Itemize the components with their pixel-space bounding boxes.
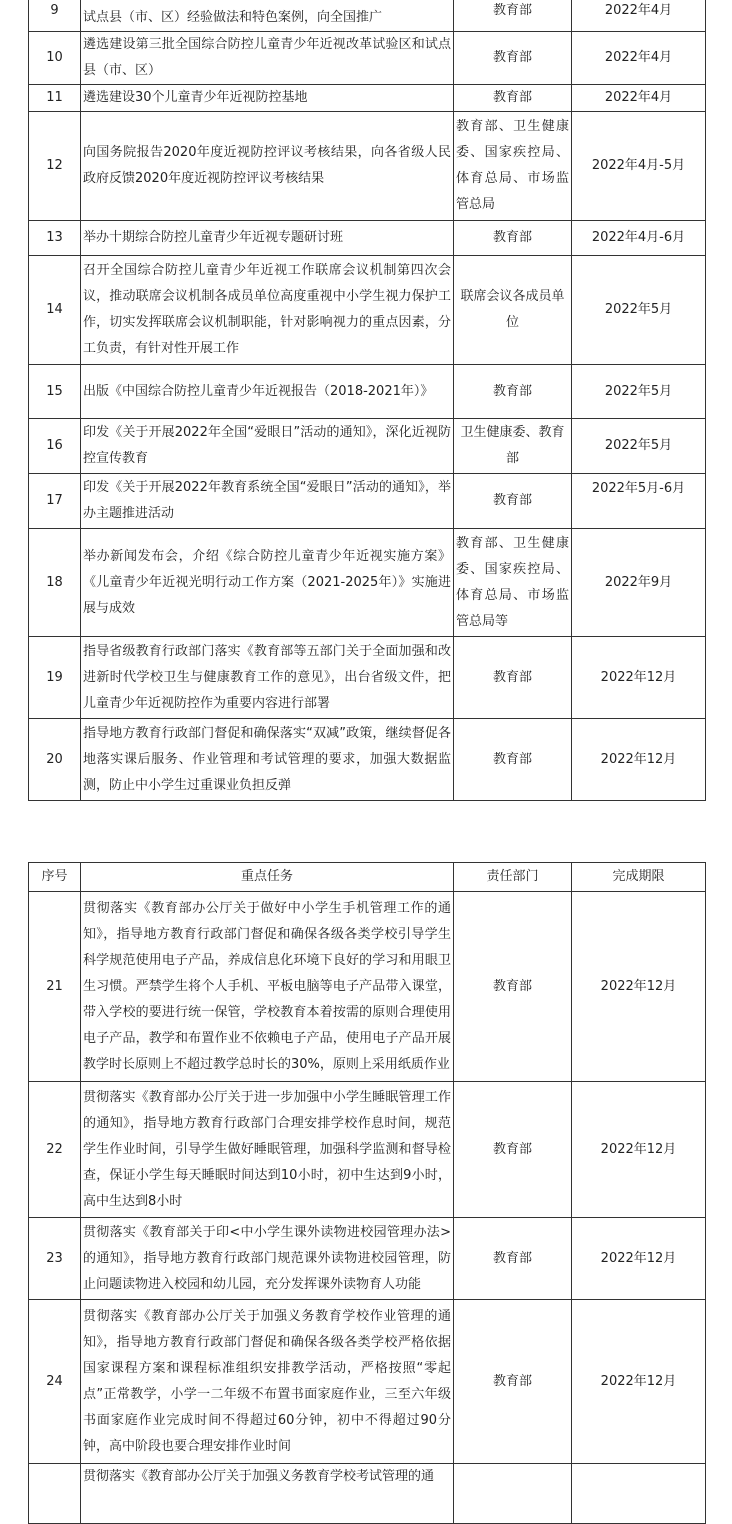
department-cell: 教育部 bbox=[454, 1300, 572, 1464]
header-department: 责任部门 bbox=[454, 863, 572, 892]
table-row bbox=[29, 719, 706, 801]
department-cell: 联席会议各成员单位 bbox=[454, 256, 572, 365]
row-number: 17 bbox=[29, 474, 81, 529]
row-number: 13 bbox=[29, 221, 81, 256]
department-cell: 教育部 bbox=[454, 719, 572, 801]
table-row bbox=[29, 529, 706, 637]
deadline-cell: 2022年5月-6月 bbox=[572, 474, 706, 529]
table-row bbox=[29, 221, 706, 256]
row-number bbox=[29, 1464, 81, 1524]
department-cell: 教育部 bbox=[454, 1218, 572, 1300]
row-number: 20 bbox=[29, 719, 81, 801]
header-deadline: 完成期限 bbox=[572, 863, 706, 892]
task-text: 向国务院报告2020年度近视防控评议考核结果，向各省级人民政府反馈2020年度近视防控评议考核结果 bbox=[81, 112, 454, 221]
deadline-cell bbox=[572, 1464, 706, 1524]
table-row bbox=[29, 892, 706, 1082]
table-row bbox=[29, 1218, 706, 1300]
task-text: 试点县（市、区）经验做法和特色案例，向全国推广 bbox=[83, 10, 383, 25]
table-row bbox=[29, 419, 706, 474]
deadline-cell: 2022年12月 bbox=[572, 1218, 706, 1300]
table-row bbox=[29, 637, 706, 719]
table-row bbox=[29, 0, 706, 32]
deadline-cell: 2022年12月 bbox=[572, 719, 706, 801]
row-number: 21 bbox=[29, 892, 81, 1082]
deadline-cell: 2022年5月 bbox=[572, 365, 706, 419]
table-row bbox=[29, 32, 706, 85]
task-text: 出版《中国综合防控儿童青少年近视报告（2018-2021年）》 bbox=[81, 365, 454, 419]
task-text: 印发《关于开展2022年教育系统全国“爱眼日”活动的通知》，举办主题推进活动 bbox=[81, 474, 454, 529]
table-row bbox=[29, 256, 706, 365]
task-text: 贯彻落实《教育部办公厅关于做好中小学生手机管理工作的通知》，指导地方教育行政部门督促和确保各级各类学校引导学生科学规范使用电子产品，养成信息化环境下良好的学习和用眼卫生习惯。严禁学生将个人手机、平板电脑等电子产品带入课堂，带入学校的要进行统一保管，学校教育本着按需的原则合理使用电子产品，教学和布置作业不依赖电子产品，使用电子产品开展教学时长原则上不超过教学总时长的30%，原则上采用纸质作业 bbox=[81, 892, 454, 1082]
row-number: 24 bbox=[29, 1300, 81, 1464]
department-cell: 卫生健康委、教育部 bbox=[454, 419, 572, 474]
row-number: 11 bbox=[29, 85, 81, 112]
row-number: 23 bbox=[29, 1218, 81, 1300]
task-text: 举办十期综合防控儿童青少年近视专题研讨班 bbox=[81, 221, 454, 256]
department-cell: 教育部 bbox=[454, 365, 572, 419]
deadline-cell: 2022年12月 bbox=[572, 1300, 706, 1464]
task-text: 遴选建设30个儿童青少年近视防控基地 bbox=[81, 85, 454, 112]
department-cell: 教育部 bbox=[454, 0, 572, 32]
deadline-cell: 2022年4月-6月 bbox=[572, 221, 706, 256]
row-number: 14 bbox=[29, 256, 81, 365]
task-text: 贯彻落实《教育部关于印<中小学生课外读物进校园管理办法>的通知》，指导地方教育行政部门规范课外读物进校园管理，防止问题读物进入校园和幼儿园，充分发挥课外读物育人功能 bbox=[81, 1218, 454, 1300]
row-number: 19 bbox=[29, 637, 81, 719]
department-cell: 教育部 bbox=[454, 474, 572, 529]
row-number: 12 bbox=[29, 112, 81, 221]
deadline-cell: 2022年4月-5月 bbox=[572, 112, 706, 221]
header-task: 重点任务 bbox=[81, 863, 454, 892]
department-cell: 教育部 bbox=[454, 32, 572, 85]
row-number: 9 bbox=[29, 0, 81, 32]
deadline-cell: 2022年4月 bbox=[572, 0, 706, 32]
table-row bbox=[29, 112, 706, 221]
department-cell: 教育部、卫生健康委、国家疾控局、体育总局、市场监管总局等 bbox=[454, 529, 572, 637]
task-text: 印发《关于开展2022年全国“爱眼日”活动的通知》，深化近视防控宣传教育 bbox=[81, 419, 454, 474]
row-number: 16 bbox=[29, 419, 81, 474]
task-text: 遴选建设第三批全国综合防控儿童青少年近视改革试验区和试点县（市、区） bbox=[81, 32, 454, 85]
row-number: 10 bbox=[29, 32, 81, 85]
task-table-part-2 bbox=[28, 862, 706, 1524]
deadline-cell: 2022年5月 bbox=[572, 256, 706, 365]
department-cell: 教育部 bbox=[454, 221, 572, 256]
table-row bbox=[29, 1464, 706, 1524]
task-text: 指导地方教育行政部门督促和确保落实“双减”政策，继续督促各地落实课后服务、作业管理和考试管理的要求，加强大数据监测，防止中小学生过重课业负担反弹 bbox=[81, 719, 454, 801]
task-text: 召开全国综合防控儿童青少年近视工作联席会议机制第四次会议，推动联席会议机制各成员单位高度重视中小学生视力保护工作，切实发挥联席会议机制职能，针对影响视力的重点因素，分工负责，有针对性开展工作 bbox=[81, 256, 454, 365]
task-text: 举办新闻发布会，介绍《综合防控儿童青少年近视实施方案》《儿童青少年近视光明行动工作方案（2021-2025年）》实施进展与成效 bbox=[81, 529, 454, 637]
deadline-cell: 2022年5月 bbox=[572, 419, 706, 474]
table-row bbox=[29, 1082, 706, 1218]
task-text: 贯彻落实《教育部办公厅关于加强义务教育学校考试管理的通 bbox=[81, 1464, 454, 1524]
task-text: 指导省级教育行政部门落实《教育部等五部门关于全面加强和改进新时代学校卫生与健康教育工作的意见》，出台省级文件，把儿童青少年近视防控作为重要内容进行部署 bbox=[81, 637, 454, 719]
task-cell bbox=[81, 0, 454, 32]
table-row bbox=[29, 85, 706, 112]
department-cell bbox=[454, 1464, 572, 1524]
table-row bbox=[29, 1300, 706, 1464]
department-cell: 教育部 bbox=[454, 85, 572, 112]
table-header-row bbox=[29, 863, 706, 892]
task-table-part-1 bbox=[28, 0, 706, 801]
deadline-cell: 2022年12月 bbox=[572, 637, 706, 719]
task-text: 贯彻落实《教育部办公厅关于进一步加强中小学生睡眠管理工作的通知》，指导地方教育行政部门合理安排学校作息时间，规范学生作业时间，引导学生做好睡眠管理，加强科学监测和督导检查，保证小学生每天睡眠时间达到10小时，初中生达到9小时，高中生达到8小时 bbox=[81, 1082, 454, 1218]
row-number: 15 bbox=[29, 365, 81, 419]
task-text: 贯彻落实《教育部办公厅关于加强义务教育学校作业管理的通知》，指导地方教育行政部门督促和确保各级各类学校严格依据国家课程方案和课程标准组织安排教学活动，严格按照“零起点”正常教学，小学一二年级不布置书面家庭作业，三至六年级书面家庭作业完成时间不得超过60分钟，初中不得超过90分钟，高中阶段也要合理安排作业时间 bbox=[81, 1300, 454, 1464]
department-cell: 教育部 bbox=[454, 892, 572, 1082]
department-cell: 教育部、卫生健康委、国家疾控局、体育总局、市场监管总局 bbox=[454, 112, 572, 221]
header-number: 序号 bbox=[29, 863, 81, 892]
deadline-cell: 2022年9月 bbox=[572, 529, 706, 637]
department-cell: 教育部 bbox=[454, 1082, 572, 1218]
table-row bbox=[29, 474, 706, 529]
table-row bbox=[29, 365, 706, 419]
deadline-cell: 2022年12月 bbox=[572, 1082, 706, 1218]
deadline-cell: 2022年4月 bbox=[572, 32, 706, 85]
row-number: 22 bbox=[29, 1082, 81, 1218]
deadline-cell: 2022年4月 bbox=[572, 85, 706, 112]
department-cell: 教育部 bbox=[454, 637, 572, 719]
deadline-cell: 2022年12月 bbox=[572, 892, 706, 1082]
row-number: 18 bbox=[29, 529, 81, 637]
